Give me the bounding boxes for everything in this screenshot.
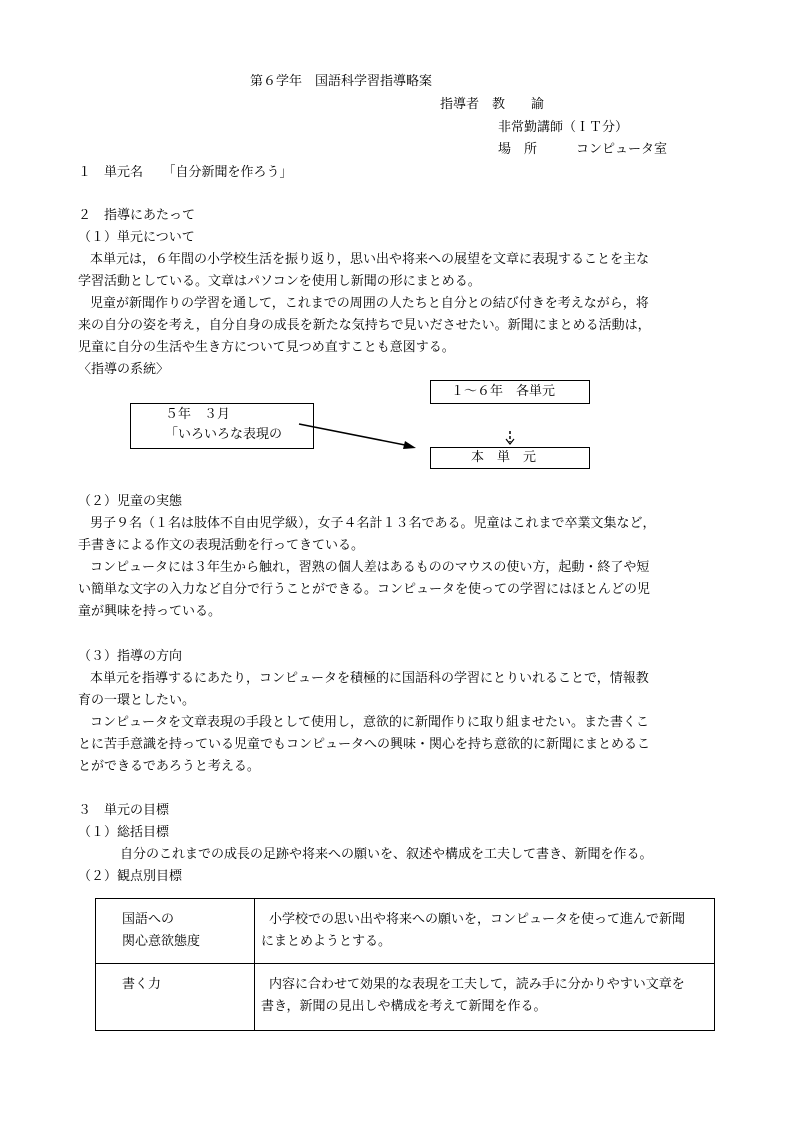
- goal-text: 内容に合わせて効果的な表現を工夫して，読み手に分かりやすい文章を: [269, 977, 685, 992]
- sub-heading-direction: （３）指導の方向: [78, 649, 183, 664]
- sub-heading-viewpoint: （２）観点別目標: [78, 869, 183, 884]
- grade5-box-line2: 「いろいろな表現の: [165, 427, 283, 442]
- main-unit-box-label: 本 単 元: [471, 450, 537, 465]
- paragraph-line: 童が興味を持っている。: [78, 604, 222, 619]
- objectives-table: [95, 898, 715, 1031]
- paragraph-line: い簡単な文字の入力など自分で行うことができる。コンピュータを使っての学習にはほとんどの児: [78, 582, 651, 597]
- arrow-line: [299, 424, 410, 446]
- grades-box-label: １～６年 各単元: [451, 384, 556, 399]
- paragraph-line: 児童に自分の生活や生き方について見つめ直すことも意図する。: [78, 340, 455, 355]
- system-label: 〈指導の系統〉: [78, 362, 170, 377]
- paragraph-line: とに苦手意識を持っている児童でもコンピュータへの興味・関心を持ち意欲的に新聞にまとめるこ: [78, 737, 651, 752]
- paragraph-line: 育の一環としたい。: [78, 693, 196, 708]
- arrow-head: [403, 441, 416, 449]
- section3-heading: ３ 単元の目標: [78, 803, 170, 818]
- table-row: [96, 964, 715, 1031]
- goal-text: にまとめようとする。: [261, 934, 392, 949]
- teacher-line-2: 非常勤講師（ＩＴ分）: [498, 120, 629, 135]
- grade5-box-line1: ５年 ３月: [165, 407, 231, 422]
- sub-heading-unit: （１）単元について: [78, 230, 195, 245]
- lesson-plan-title: 第６学年 国語科学習指導略案: [250, 74, 433, 89]
- paragraph-line: コンピュータには３年生から触れ，習熟の個人差はあるもののマウスの使い方，起動・終了や短: [90, 560, 650, 575]
- table-row: [96, 899, 715, 964]
- goal-text: 書き，新聞の見出しや構成を考えて新聞を作る。: [261, 999, 547, 1014]
- viewpoint-label: 関心意欲態度: [122, 934, 201, 949]
- paragraph-line: とができるであろうと考える。: [78, 759, 260, 774]
- viewpoint-label: 国語への: [122, 912, 175, 927]
- overall-goal: 自分のこれまでの成長の足跡や将来への願いを、叙述や構成を工夫して書き、新聞を作る。: [120, 847, 653, 862]
- sub-heading-children: （２）児童の実態: [78, 494, 183, 509]
- paragraph-line: 児童が新聞作りの学習を通して，これまでの周囲の人たちと自分との結び付きを考えながら，将: [90, 296, 649, 311]
- table-cell-goal: [255, 964, 715, 1031]
- table-cell-viewpoint: [96, 899, 255, 964]
- paragraph-line: 学習活動としている。文章はパソコンを使用し新聞の形にまとめる。: [78, 274, 481, 289]
- sub-heading-overall: （１）総括目標: [78, 825, 170, 840]
- paragraph-line: 来の自分の姿を考え，自分自身の成長を新たな気持ちで見いださせたい。新聞にまとめる活動は，: [78, 318, 651, 333]
- paragraph-line: 男子９名（１名は肢体不自由児学級），女子４名計１３名である。児童はこれまで卒業文集など，: [90, 516, 656, 531]
- viewpoint-label: 書く力: [122, 977, 162, 992]
- teacher-line: 指導者 教 諭: [440, 97, 545, 112]
- table-cell-goal: [255, 899, 715, 964]
- paragraph-line: 手書きによる作文の表現活動を行ってきている。: [78, 538, 365, 553]
- place-line: 場 所 コンピュータ室: [498, 142, 668, 157]
- goal-text: 小学校での思い出や将来への願いを，コンピュータを使って進んで新聞: [269, 912, 686, 927]
- paragraph-line: 本単元は，６年間の小学校生活を振り返り，思い出や将来への展望を文章に表現することを主な: [90, 252, 650, 267]
- paragraph-line: コンピュータを文章表現の手段として使用し，意欲的に新聞作りに取り組ませたい。また書くこ: [90, 715, 650, 730]
- table-cell-viewpoint: [96, 964, 255, 1031]
- unit-name-heading: １ 単元名 「自分新聞を作ろう」: [78, 165, 293, 180]
- paragraph-line: 本単元を指導するにあたり，コンピュータを積極的に国語科の学習にとりいれることで，情報教: [90, 671, 649, 686]
- section2-heading: ２ 指導にあたって: [78, 208, 196, 223]
